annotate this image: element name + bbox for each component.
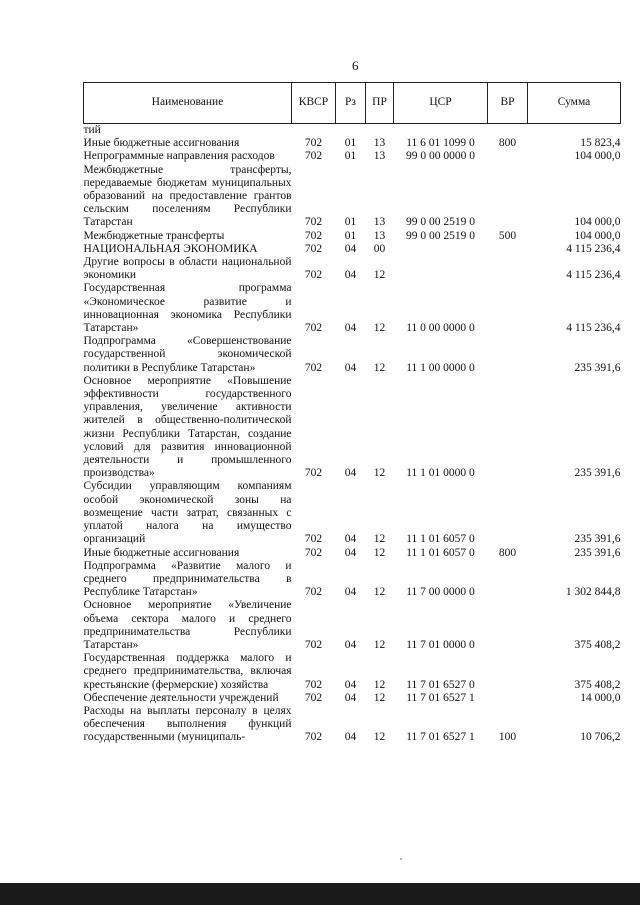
cell-sum: 104 000,0 — [574, 229, 621, 242]
column-header-pr: ПР — [366, 83, 394, 124]
column-header-name: Наименование — [84, 83, 292, 124]
cell-rz: 04 — [344, 691, 357, 704]
budget-table — [83, 82, 621, 745]
cell-vr — [488, 375, 528, 481]
cell-kvsr: 702 — [304, 137, 323, 150]
cell-pr: 12 — [373, 269, 386, 282]
cell-vr — [488, 124, 528, 138]
cell-name: Государственная программа «Экономическое развитие и инновационная экономика Республики Татарстан» — [83, 282, 292, 335]
cell-vr — [488, 599, 528, 652]
cell-pr: 12 — [373, 533, 386, 546]
table-row — [84, 547, 621, 560]
cell-kvsr: 702 — [304, 269, 323, 282]
cell-vr: 100 — [498, 731, 517, 744]
cell-vr: 800 — [498, 546, 517, 559]
cell-kvsr: 702 — [304, 216, 323, 229]
table-row — [84, 150, 621, 163]
cell-csr: 11 1 01 6057 0 — [406, 546, 475, 559]
cell-pr: 12 — [373, 546, 386, 559]
table-row — [84, 705, 621, 745]
cell-sum: 104 000,0 — [574, 216, 621, 229]
column-header-sum: Сумма — [528, 83, 621, 124]
cell-pr: 12 — [373, 586, 386, 599]
cell-pr: 12 — [373, 691, 386, 704]
cell-name: Обеспечение деятельности учреждений — [83, 691, 279, 704]
cell-sum: 1 302 844,8 — [565, 586, 621, 599]
cell-sum: 375 408,2 — [574, 638, 621, 651]
table-row — [84, 256, 621, 282]
cell-pr: 12 — [373, 467, 386, 480]
cell-name: Подпрограмма «Совершенствование государственной экономической политики в Республике Татарстан» — [83, 335, 292, 374]
cell-name: тий — [83, 124, 101, 136]
cell-rz: 04 — [344, 731, 357, 744]
cell-vr: 800 — [498, 137, 517, 150]
scan-border — [0, 883, 640, 905]
table-row — [84, 375, 621, 481]
cell-rz: 01 — [344, 229, 357, 242]
cell-csr: 11 7 01 6527 1 — [406, 731, 475, 744]
cell-name: Межбюджетные трансферты, передаваемые бюджетам муниципальных образований на предоставление грантов сельским поселениям Республики Татарстан — [83, 163, 292, 229]
cell-kvsr — [292, 124, 336, 138]
table-row — [84, 243, 621, 256]
cell-rz: 04 — [344, 269, 357, 282]
cell-kvsr: 702 — [304, 638, 323, 651]
table-header-row — [84, 83, 621, 124]
cell-rz: 04 — [344, 678, 357, 691]
cell-rz: 04 — [344, 546, 357, 559]
cell-sum: 15 823,4 — [580, 137, 621, 150]
cell-csr: 11 0 00 0000 0 — [406, 322, 475, 335]
cell-csr — [394, 124, 488, 138]
table-row — [84, 230, 621, 243]
cell-sum: 375 408,2 — [574, 678, 621, 691]
cell-pr: 12 — [373, 678, 386, 691]
table-row — [84, 282, 621, 335]
cell-kvsr: 702 — [304, 242, 323, 255]
scan-speck — [400, 858, 402, 860]
table-row — [84, 480, 621, 546]
cell-name: Государственная поддержка малого и среднего предпринимательства, включая крестьянские (фермерские) хозяйства — [83, 652, 292, 691]
cell-csr: 11 1 01 0000 0 — [406, 467, 475, 480]
cell-sum — [528, 124, 621, 138]
cell-vr — [488, 335, 528, 375]
column-header-kvsr: КВСР — [292, 83, 336, 124]
cell-kvsr: 702 — [304, 731, 323, 744]
cell-kvsr: 702 — [304, 322, 323, 335]
cell-kvsr: 702 — [304, 467, 323, 480]
cell-name: Межбюджетные трансферты — [83, 229, 225, 242]
cell-rz: 04 — [344, 533, 357, 546]
table-row — [84, 599, 621, 652]
cell-csr: 11 1 01 6057 0 — [406, 533, 475, 546]
cell-pr: 13 — [373, 216, 386, 229]
cell-csr: 11 7 01 0000 0 — [406, 638, 475, 651]
table-row — [84, 335, 621, 375]
cell-name: Иные бюджетные ассигнования — [83, 546, 240, 559]
cell-vr — [488, 652, 528, 692]
cell-rz: 04 — [344, 322, 357, 335]
cell-sum: 235 391,6 — [574, 546, 621, 559]
cell-csr — [394, 243, 488, 256]
table-body — [84, 124, 621, 745]
page-number: 6 — [352, 58, 359, 73]
cell-csr: 11 7 01 6527 0 — [406, 678, 475, 691]
cell-rz — [336, 124, 366, 138]
cell-pr: 13 — [373, 137, 386, 150]
table-row — [84, 560, 621, 600]
cell-kvsr: 702 — [304, 150, 323, 163]
cell-rz: 04 — [344, 467, 357, 480]
cell-vr — [488, 560, 528, 600]
cell-vr — [488, 256, 528, 282]
cell-pr: 12 — [373, 361, 386, 374]
cell-name: Иные бюджетные ассигнования — [83, 137, 240, 150]
cell-sum: 235 391,6 — [574, 467, 621, 480]
cell-name: Основное мероприятие «Повышение эффективности государственного управления, увеличение активности жителей в общественно-политической жизни Республики Татарстан, создание условий для развития инновационной деятельности и промышленного производства» — [83, 374, 292, 480]
cell-csr: 11 7 01 6527 1 — [406, 691, 475, 704]
cell-pr: 13 — [373, 150, 386, 163]
cell-vr — [488, 164, 528, 230]
cell-pr: 12 — [373, 638, 386, 651]
cell-name: Основное мероприятие «Увеличение объема сектора малого и среднего предпринимательства Республики Татарстан» — [83, 599, 292, 651]
column-header-vr: ВР — [488, 83, 528, 124]
cell-kvsr: 702 — [304, 586, 323, 599]
cell-csr: 99 0 00 2519 0 — [406, 229, 475, 242]
table-row — [84, 124, 621, 138]
cell-rz: 01 — [344, 137, 357, 150]
cell-pr: 13 — [373, 229, 386, 242]
cell-name: НАЦИОНАЛЬНАЯ ЭКОНОМИКА — [83, 242, 258, 255]
cell-kvsr: 702 — [304, 229, 323, 242]
cell-vr: 500 — [498, 229, 517, 242]
table-row — [84, 137, 621, 150]
cell-csr: 99 0 00 0000 0 — [406, 150, 475, 163]
cell-vr — [488, 282, 528, 335]
cell-csr: 11 6 01 1099 0 — [406, 137, 475, 150]
cell-vr — [488, 480, 528, 546]
column-header-csr: ЦСР — [394, 83, 488, 124]
cell-name: Расходы на выплаты персоналу в целях обеспечения выполнения функций государственными (муниципаль- — [83, 704, 292, 744]
cell-csr: 11 7 00 0000 0 — [406, 586, 475, 599]
table-row — [84, 164, 621, 230]
cell-rz: 04 — [344, 242, 357, 255]
cell-pr — [366, 124, 394, 138]
cell-sum: 4 115 236,4 — [566, 269, 621, 282]
cell-name: Другие вопросы в области национальной экономики — [83, 256, 292, 282]
cell-csr — [394, 256, 488, 282]
cell-rz: 01 — [344, 216, 357, 229]
cell-csr: 11 1 00 0000 0 — [406, 361, 475, 374]
table-row — [84, 652, 621, 692]
cell-sum: 4 115 236,4 — [566, 242, 621, 255]
cell-name: Субсидии управляющим компаниям особой экономической зоны на возмещение части затрат, связанных с уплатой налога на имущество организаций — [83, 480, 292, 546]
table-row — [84, 692, 621, 705]
cell-sum: 235 391,6 — [574, 533, 621, 546]
cell-name: Непрограммные направления расходов — [83, 150, 275, 163]
cell-vr — [488, 692, 528, 705]
cell-rz: 04 — [344, 361, 357, 374]
cell-kvsr: 702 — [304, 546, 323, 559]
cell-rz: 01 — [344, 150, 357, 163]
cell-vr — [488, 243, 528, 256]
cell-rz: 04 — [344, 638, 357, 651]
cell-sum: 104 000,0 — [574, 150, 621, 163]
cell-kvsr: 702 — [304, 678, 323, 691]
cell-sum: 235 391,6 — [574, 361, 621, 374]
column-header-rz: Рз — [336, 83, 366, 124]
cell-pr: 12 — [373, 322, 386, 335]
cell-sum: 14 000,0 — [580, 691, 621, 704]
cell-csr: 99 0 00 2519 0 — [406, 216, 475, 229]
cell-kvsr: 702 — [304, 691, 323, 704]
cell-kvsr: 702 — [304, 533, 323, 546]
cell-sum: 10 706,2 — [580, 731, 621, 744]
cell-name: Подпрограмма «Развитие малого и среднего предпринимательства в Республике Татарстан» — [83, 559, 292, 599]
cell-pr: 12 — [373, 731, 386, 744]
cell-rz: 04 — [344, 586, 357, 599]
cell-kvsr: 702 — [304, 361, 323, 374]
cell-sum: 4 115 236,4 — [566, 322, 621, 335]
cell-vr — [488, 150, 528, 163]
cell-pr: 00 — [373, 242, 386, 255]
